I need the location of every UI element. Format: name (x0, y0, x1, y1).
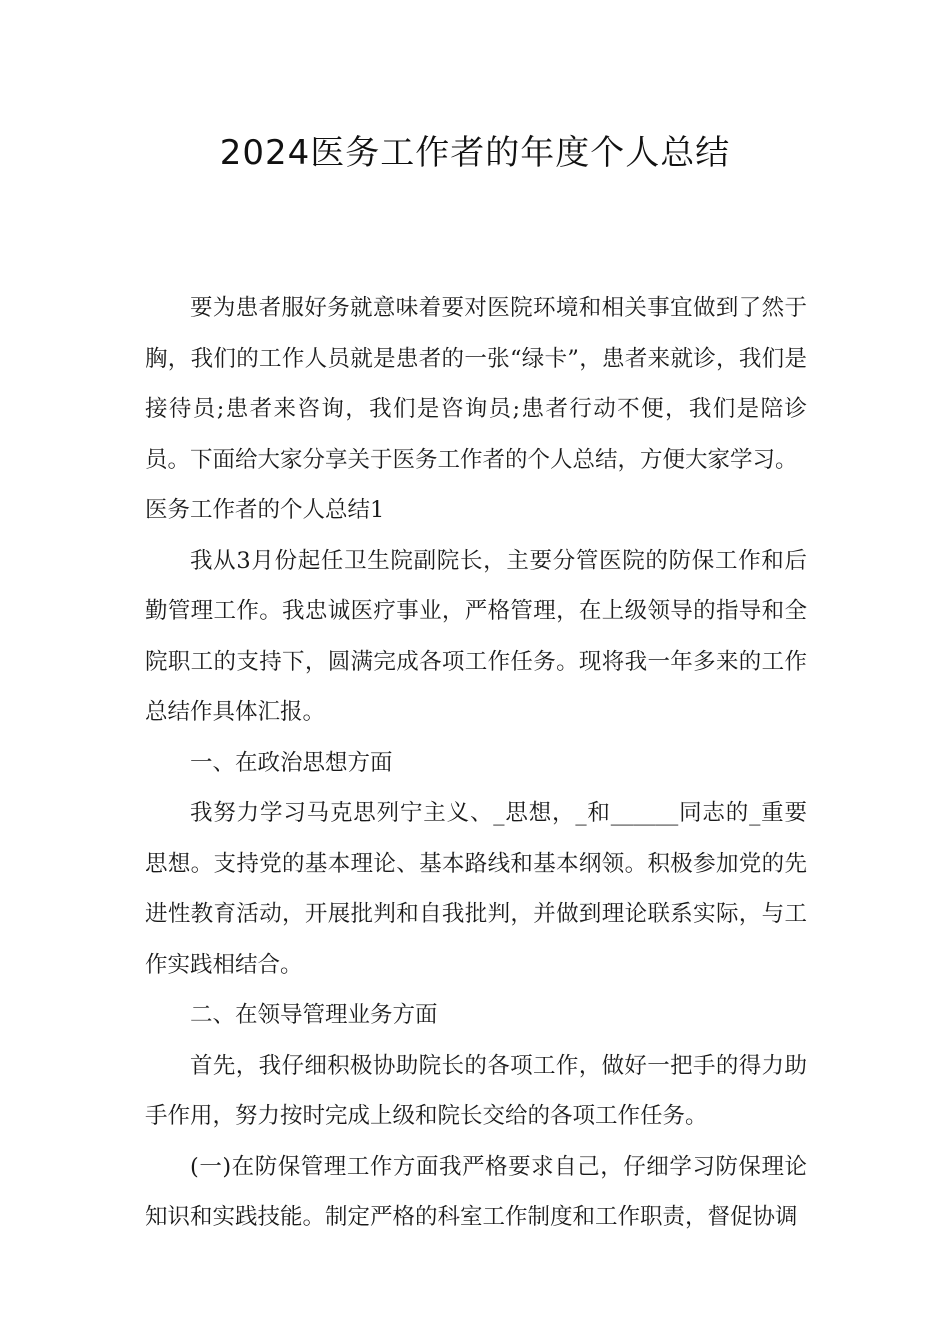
political-thought-paragraph: 我努力学习马克思列宁主义、_思想，_和______同志的_重要思想。支持党的基本理论、基本路线和基本纲领。积极参加党的先进性教育活动，开展批判和自我批判，并做到理论联系实际，与工作实践相结合。 (145, 800, 807, 978)
summary-paragraph: 我从3月份起任卫生院副院长，主要分管医院的防保工作和后勤管理工作。我忠诚医疗事业，严格管理，在上级领导的指导和全院职工的支持下，圆满完成各项工作任务。现将我一年多来的工作总结作具体汇报。 (145, 547, 807, 725)
intro-paragraph: 要为患者服好务就意味着要对医院环境和相关事宜做到了然于胸，我们的工作人员就是患者的一张“绿卡”，患者来就诊，我们是接待员;患者来咨询，我们是咨询员;患者行动不便，我们是陪诊员。下面给大家分享关于医务工作者的个人总结，方便大家学习。 (145, 295, 807, 473)
document-body (145, 283, 807, 1243)
prevention-management-paragraph: (一)在防保管理工作方面我严格要求自己，仔细学习防保理论知识和实践技能。制定严格的科室工作制度和工作职责，督促协调 (145, 1153, 807, 1230)
heading-political-thought: 一、在政治思想方面 (190, 749, 393, 776)
leadership-paragraph: 首先，我仔细积极协助院长的各项工作，做好一把手的得力助手作用，努力按时完成上级和院长交给的各项工作任务。 (145, 1052, 807, 1129)
section-heading-summary-1: 医务工作者的个人总结1 (145, 497, 385, 523)
document-title: 2024医务工作者的年度个人总结 (219, 133, 731, 173)
heading-leadership-management: 二、在领导管理业务方面 (190, 1002, 438, 1028)
